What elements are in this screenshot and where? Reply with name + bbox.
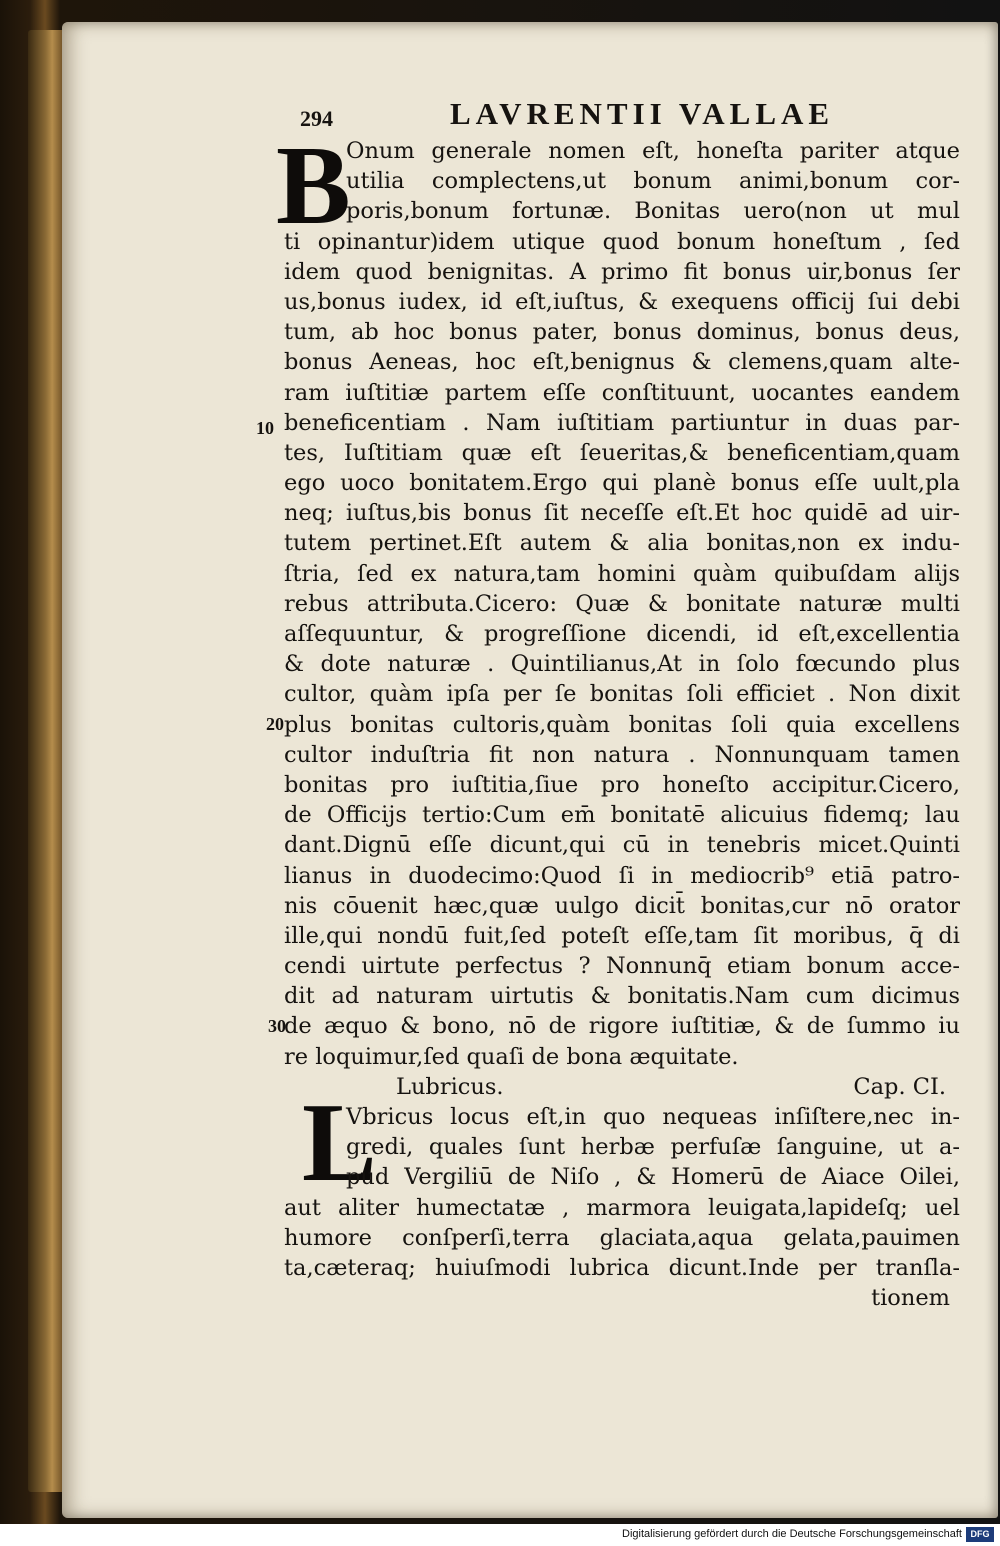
text-line: ram iuſtitiæ partem eſſe conſtituunt, uocantes eandem (284, 379, 960, 406)
text-line: tum, ab hoc bonus pater, bonus dominus, bonus deus, (284, 319, 960, 346)
line-number-20: 20 (266, 714, 284, 734)
text-line: rebus attributa.Cicero: Quæ & bonitate naturæ multi (284, 590, 960, 617)
funding-credit: Digitalisierung gefördert durch die Deutsche Forschungsgemeinschaft (622, 1528, 962, 1540)
text-line: cendi uirtute perfectus ? Nonnunq̄ etiam bonum acce- (284, 953, 960, 980)
text-line: tes, Iuſtitiam quæ eſt ſeueritas,& beneficentiam,quam (284, 439, 960, 466)
text-line: aut aliter humectatæ , marmora leuigata,lapideſq; uel (284, 1194, 960, 1221)
text-line: ego uoco bonitatem.Ergo qui planè bonus eſſe uult,pla (284, 470, 960, 497)
running-title: LAVRENTII VALLAE (450, 96, 835, 131)
text-line: us,bonus iudex, id eſt,iuſtus, & exequens officij ſui debi (284, 288, 960, 315)
text-line: dit ad naturam uirtutis & bonitatis.Nam cum dicimus (284, 983, 960, 1010)
page-number: 294 (300, 106, 333, 131)
text-line: bonitas pro iuſtitia,ſiue pro honeſto accipitur.Cicero, (284, 771, 960, 798)
line-number-30: 30 (268, 1016, 286, 1036)
text-line: utilia complectens,ut bonum animi,bonum cor- (346, 168, 960, 195)
catchword: tionem (871, 1285, 950, 1312)
text-line: Vbricus locus eſt,in quo nequeas inſiſtere,nec in- (346, 1104, 960, 1130)
text-line: ille,qui nondū fuit,ſed poteſt eſſe,tam ſit moribus, q̄ di (284, 922, 960, 949)
text-line: gredi, quales ſunt herbæ perfuſæ ſanguine, ut a- (346, 1134, 960, 1161)
text-line: cultor induſtria fit non natura . Nonnunquam tamen (284, 741, 960, 768)
text-line: ſtria, ſed ex natura,tam homini quàm quibuſdam alijs (284, 560, 960, 587)
text-line: bonus Aeneas, hoc eſt,benignus & clemens,quam alte- (284, 349, 960, 376)
text-line: tutem pertinet.Eſt autem & alia bonitas,non ex indu- (284, 530, 960, 557)
text-line: ta,cæteraq; huiuſmodi lubrica dicunt.Inde per tranſla- (284, 1254, 960, 1281)
text-line: cultor, quàm ipſa per ſe bonitas ſoli efficiet . Non dixit (284, 681, 960, 708)
text-line: plus bonitas cultoris,quàm bonitas ſoli quia excellens (284, 711, 960, 738)
text-line: nis cōuenit hæc,quæ uulgo dicit̄ bonitas,cur nō orator (284, 892, 960, 919)
text-line: aſſequuntur, & progreſſione dicendi, id eſt,excellentia (284, 621, 960, 647)
line-number-10: 10 (256, 418, 274, 438)
text-line: beneficentiam . Nam iuſtitiam partiuntur in duas par- (284, 409, 960, 436)
body-text (284, 136, 960, 1313)
dfg-logo-icon: DFG (966, 1527, 994, 1542)
chapter-heading (284, 1072, 960, 1102)
footer-bar (0, 1524, 1000, 1546)
drop-cap-l: L (302, 1081, 377, 1205)
text-line: de Officijs tertio:Cum em̄ bonitatē alicuius fidemq; lau (284, 802, 960, 829)
text-line: & dote naturæ . Quintilianus,At in ſolo fœcundo plus (284, 651, 960, 678)
text-line: idem quod benignitas. A primo fit bonus uir,bonus ſer (284, 258, 960, 285)
text-line: pud Vergiliū de Niſo , & Homerū de Aiace Oilei, (346, 1164, 960, 1191)
chapter-number: Cap. CI. (853, 1073, 946, 1100)
chapter-title: Lubricus. (396, 1073, 504, 1100)
text-line: dant.Dignū eſſe dicunt,qui cū in tenebris micet.Quinti (284, 832, 960, 859)
text-line: lianus in duodecimo:Quod ſi in mediocrib⁹ etiā patro- (284, 862, 960, 889)
text-line: poris,bonum fortunæ. Bonitas uero(non ut mul (346, 198, 960, 225)
text-line: ti opinantur)idem utique quod bonum honeſtum , ſed (284, 228, 960, 255)
text-line: neq; iuſtus,bis bonus ſit neceſſe eſt.Et hoc quidē ad uir- (284, 500, 960, 527)
text-line: humore conſperſi,terra glaciata,aqua gelata,pauimen (284, 1224, 960, 1251)
text-line: re loquimur,ſed quaſi de bona æquitate. (284, 1043, 739, 1070)
drop-cap-b: B (276, 124, 351, 248)
text-line: de æquo & bono, nō de rigore iuſtitiæ, & de ſummo iu (284, 1013, 960, 1040)
text-line: Onum generale nomen eſt, honeſta pariter atque (346, 138, 960, 164)
